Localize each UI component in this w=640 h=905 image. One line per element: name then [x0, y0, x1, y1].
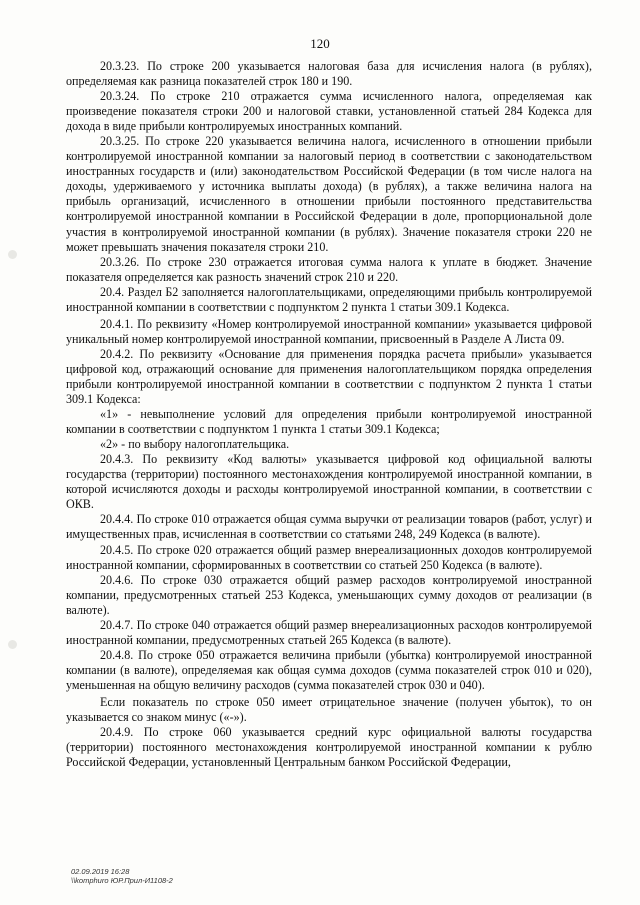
paragraph-negative-note: Если показатель по строке 050 имеет отрицательное значение (получен убыток), то он указывается со знаком минус («-»).	[66, 694, 592, 725]
paragraph-20-4-5: 20.4.5. По строке 020 отражается общий размер внереализационных доходов контролируемой иностранной компании, сформированных в соответствии со статьей 250 Кодекса (в валюте).	[66, 542, 592, 572]
paragraph-20-4: 20.4. Раздел Б2 заполняется налогоплательщиками, определяющими прибыль контролируемой иностранной компании в соответствии с подпунктом 2 пункта 1 статьи 309.1 Кодекса.	[66, 284, 592, 314]
paragraph-20-4-6: 20.4.6. По строке 030 отражается общий размер расходов контролируемой иностранной компании, предусмотренных статьей 253 Кодекса, уменьшающих сумму доходов от реализации (в валюте).	[66, 572, 592, 617]
document-footer	[71, 867, 173, 885]
paragraph-20-4-4: 20.4.4. По строке 010 отражается общая сумма выручки от реализации товаров (работ, услуг) и имущественных прав, исчисленная в соответствии со статьями 248, 249 Кодекса (в валюте).	[66, 512, 592, 542]
punch-hole-mark	[8, 250, 17, 259]
footer-file-path: \\komphuro ЮР.Прил-И1108-2	[71, 876, 173, 885]
paragraph-20-3-26: 20.3.26. По строке 230 отражается итоговая сумма налога к уплате в бюджет. Значение показателя определяется как разность значений строк 210 и 220.	[66, 254, 592, 284]
paragraph-20-3-23: 20.3.23. По строке 200 указывается налоговая база для исчисления налога (в рублях), определяемая как разница показателей строк 180 и 190.	[66, 59, 592, 89]
paragraph-code-1: «1» - невыполнение условий для определения прибыли контролируемой иностранной компании в соответствии с подпунктом 1 пункта 1 статьи 309.1 Кодекса;	[66, 407, 592, 437]
punch-hole-mark	[8, 640, 17, 649]
paragraph-code-2: «2» - по выбору налогоплательщика.	[100, 437, 290, 452]
paragraph-20-3-24: 20.3.24. По строке 210 отражается сумма исчисленного налога, определяемая как произведение показателя строки 200 и налоговой ставки, установленной статьей 284 Кодекса для дохода в виде прибыли контролируемых иностранных компаний.	[66, 89, 592, 134]
paragraph-20-3-25: 20.3.25. По строке 220 указывается величина налога, исчисленного в отношении прибыли контролируемой иностранной компании за налоговый период в соответствии с законодательством иностранных государств и (или) законодательством Российской Федерации (в том числе налога на доходы, удерживаемого у источника выплаты дохода) (в рублях), а также величина налога на прибыль организаций, исчисленного в отношении прибыли постоянного представительства контролируемой иностранной компании в Российской Федерации в доле, пропорциональной доле участия в контролируемой иностранной компании (в рублях). Значение показателя строки 220 не может превышать значения показателя строки 210.	[66, 134, 592, 254]
page-number: 120	[310, 36, 330, 51]
paragraph-20-4-2: 20.4.2. По реквизиту «Основание для применения порядка расчета прибыли» указывается цифровой код, отражающий основание для применения налогоплательщиком порядка определения прибыли контролируемой иностранной компании в соответствии с подпунктом 2 пункта 1 статьи 309.1 Кодекса:	[66, 346, 592, 407]
document-body	[66, 59, 592, 770]
paragraph-20-4-9: 20.4.9. По строке 060 указывается средний курс официальной валюты государства (территории) постоянного местонахождения контролируемой иностранной компании к рублю Российской Федерации, установленный Центральным банком Российской Федерации,	[66, 725, 592, 770]
paragraph-20-4-3: 20.4.3. По реквизиту «Код валюты» указывается цифровой код официальной валюты государства (территории) постоянного местонахождения контролируемой иностранной компании, в которой исчисляются доходы и расходы контролируемой иностранной компании, в соответствии с ОКВ.	[66, 452, 592, 512]
footer-timestamp: 02.09.2019 16:28	[71, 867, 130, 876]
paragraph-20-4-8: 20.4.8. По строке 050 отражается величина прибыли (убытка) контролируемой иностранной компании (в валюте), определяемая как общая сумма доходов (сумма показателей строк 010 и 020), уменьшенная на общую величину расходов (сумма показателей строк 030 и 040).	[66, 647, 592, 692]
paragraph-20-4-1: 20.4.1. По реквизиту «Номер контролируемой иностранной компании» указывается цифровой уникальный номер контролируемой иностранной компании, присвоенный в Разделе А Листа 09.	[66, 316, 592, 346]
paragraph-20-4-7: 20.4.7. По строке 040 отражается общий размер внереализационных расходов контролируемой иностранной компании, предусмотренных статьей 265 Кодекса (в валюте).	[66, 617, 592, 647]
